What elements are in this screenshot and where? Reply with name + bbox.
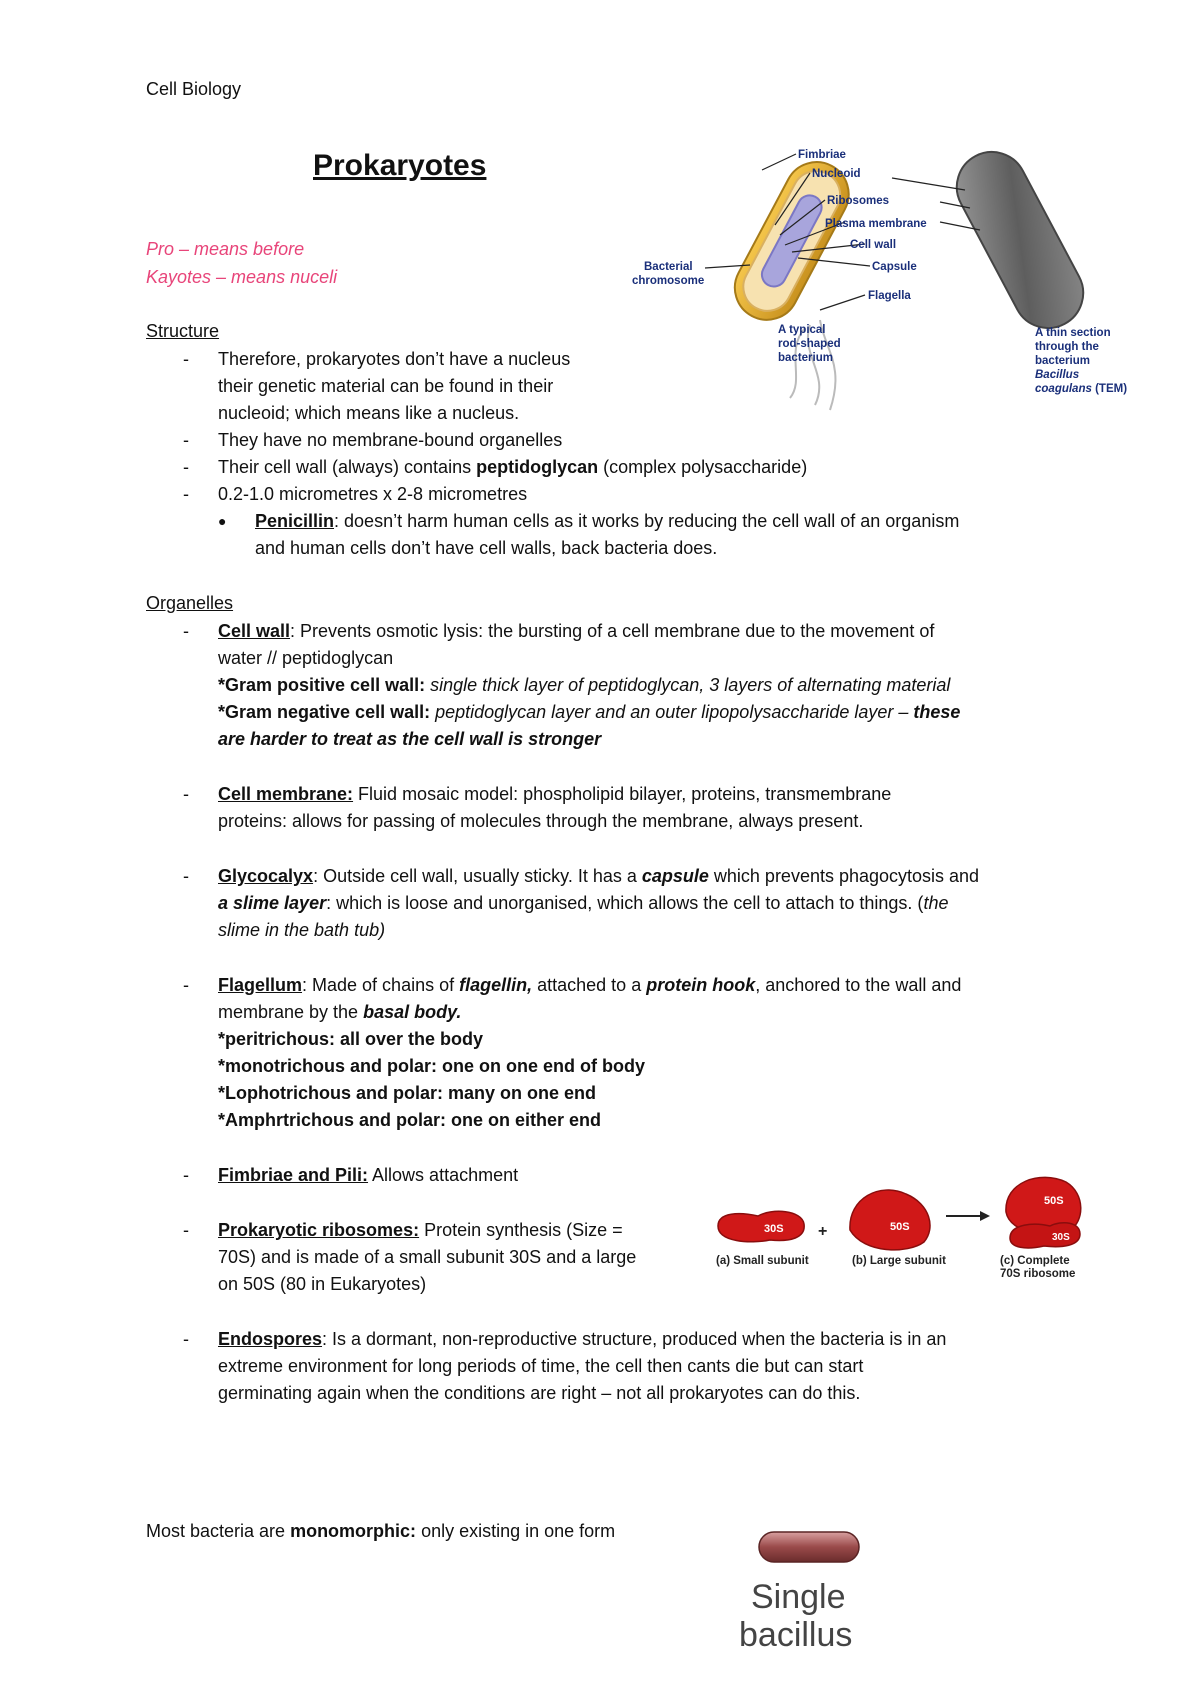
- endospores-line2: extreme environment for long periods of time, the cell then cants die but can start: [218, 1356, 864, 1376]
- structure-size: 0.2-1.0 micrometres x 2-8 micrometres: [218, 484, 528, 504]
- dash: -: [183, 349, 189, 369]
- structure-heading: Structure: [146, 321, 220, 341]
- flagellum-type: *peritrichous: all over the body: [218, 1029, 484, 1049]
- penicillin-line1: Penicillin: doesn’t harm human cells as it works by reducing the cell wall of an organism: [255, 511, 960, 531]
- large-subunit: [850, 1190, 930, 1250]
- small-subunit: [718, 1211, 804, 1241]
- bacillus-label-line2: bacillus: [739, 1616, 853, 1654]
- glycocalyx-line1: Glycocalyx: Outside cell wall, usually sticky. It has a capsule which prevents phagocytosis and: [218, 866, 980, 886]
- label-chromosome: chromosome: [632, 275, 705, 287]
- cell-membrane-line2: proteins: allows for passing of molecules through the membrane, always present.: [218, 811, 864, 831]
- label-thin-section: coagulans (TEM): [1035, 383, 1128, 395]
- monomorphic-line: Most bacteria are monomorphic: only existing in one form: [146, 1521, 616, 1541]
- ribosomes-line1: Prokaryotic ribosomes: Protein synthesis (Size =: [218, 1220, 623, 1240]
- flagellum-line1: Flagellum: Made of chains of flagellin, attached to a protein hook, anchored to the wall and: [218, 975, 962, 995]
- dash: -: [183, 1329, 189, 1349]
- caption-large-subunit: (b) Large subunit: [852, 1255, 946, 1267]
- dash: -: [183, 784, 189, 804]
- penicillin-line2: and human cells don’t have cell walls, back bacteria does.: [255, 538, 718, 558]
- svg-text:50S: 50S: [1044, 1195, 1064, 1207]
- cell-wall-line1: Cell wall: Prevents osmotic lysis: the bursting of a cell membrane due to the movement of: [218, 621, 935, 641]
- dash: -: [183, 621, 189, 641]
- bacterium-diagram: [632, 140, 1140, 425]
- label-typical: bacterium: [778, 352, 833, 364]
- complete-ribosome: [1006, 1177, 1081, 1248]
- etymology-kayotes: Kayotes – means nuceli: [146, 267, 338, 287]
- page-title: Prokaryotes: [313, 149, 487, 182]
- endospores-line1: Endospores: Is a dormant, non-reproductive structure, produced when the bacteria is in an: [218, 1329, 947, 1349]
- structure-cell-wall: Their cell wall (always) contains peptidoglycan (complex polysaccharide): [218, 457, 808, 477]
- dash: -: [183, 866, 189, 886]
- dash: -: [183, 484, 189, 504]
- bacillus-label-line1: Single: [751, 1578, 846, 1616]
- structure-nucleus-line1: Therefore, prokaryotes don’t have a nucleus: [218, 349, 571, 369]
- dash: -: [183, 975, 189, 995]
- tem-image: [944, 140, 1095, 341]
- cell-wall-line2: water // peptidoglycan: [218, 648, 394, 668]
- bacillus-cell: [759, 1532, 859, 1562]
- ribosomes-line3: on 50S (80 in Eukaryotes): [218, 1274, 427, 1294]
- ribosome-diagram: [710, 1168, 1080, 1280]
- flagellum-line2: membrane by the basal body.: [218, 1002, 462, 1022]
- flagellum-type: *Lophotrichous and polar: many on one end: [218, 1083, 597, 1103]
- dash: -: [183, 430, 189, 450]
- label-chromosome: Bacterial: [644, 261, 693, 273]
- gram-negative-line1: *Gram negative cell wall: peptidoglycan layer and an outer lipopolysaccharide layer – these: [218, 702, 961, 722]
- cell-membrane-line1: Cell membrane: Fluid mosaic model: phospholipid bilayer, proteins, transmembrane: [218, 784, 892, 804]
- caption-small-subunit: (a) Small subunit: [716, 1255, 809, 1267]
- label-typical: rod-shaped: [778, 338, 841, 350]
- flagellum-type: *Amphrtrichous and polar: one on either end: [218, 1110, 602, 1130]
- label-typical: A typical: [778, 324, 826, 336]
- label-plasma-membrane: Plasma membrane: [825, 218, 927, 230]
- caption-complete: 70S ribosome: [1000, 1268, 1076, 1280]
- dash: -: [183, 1220, 189, 1240]
- glycocalyx-line2: a slime layer: which is loose and unorganised, which allows the cell to attach to things. (the: [218, 893, 949, 913]
- ribosomes-line2: 70S) and is made of a small subunit 30S and a large: [218, 1247, 637, 1267]
- structure-nucleus-line2: their genetic material can be found in their: [218, 376, 554, 396]
- fimbriae-line: Fimbriae and Pili: Allows attachment: [218, 1165, 519, 1185]
- endospores-line3: germinating again when the conditions are right – not all prokaryotes can do this.: [218, 1383, 861, 1403]
- organelles-heading: Organelles: [146, 593, 234, 613]
- caption-complete: (c) Complete: [1000, 1255, 1070, 1267]
- glycocalyx-line3: slime in the bath tub): [218, 920, 386, 940]
- dash: -: [183, 1165, 189, 1185]
- label-thin-section: bacterium: [1035, 355, 1090, 367]
- bullet-icon: ●: [218, 513, 227, 529]
- gram-positive: *Gram positive cell wall: single thick layer of peptidoglycan, 3 layers of alternating material: [218, 675, 951, 695]
- svg-text:30S: 30S: [764, 1223, 784, 1235]
- label-flagella: Flagella: [868, 290, 911, 302]
- structure-organelles: They have no membrane-bound organelles: [218, 430, 563, 450]
- etymology-pro: Pro – means before: [146, 239, 305, 259]
- single-bacillus-diagram: [735, 1528, 895, 1658]
- plus-sign: +: [818, 1223, 828, 1240]
- gram-negative-line2: are harder to treat as the cell wall is stronger: [218, 729, 602, 749]
- label-capsule: Capsule: [872, 261, 917, 273]
- label-thin-section: Bacillus: [1035, 369, 1080, 381]
- arrow-icon: [946, 1211, 990, 1221]
- structure-nucleus-line3: nucleoid; which means like a nucleus.: [218, 403, 520, 423]
- label-cell-wall: Cell wall: [850, 239, 897, 251]
- flagellum-type: *monotrichous and polar: one on one end of body: [218, 1056, 645, 1076]
- label-thin-section: A thin section: [1035, 327, 1111, 339]
- page-header: Cell Biology: [146, 79, 242, 99]
- label-ribosomes: Ribosomes: [827, 195, 889, 207]
- label-fimbriae: Fimbriae: [798, 149, 846, 161]
- label-nucleoid: Nucleoid: [812, 168, 861, 180]
- svg-text:50S: 50S: [890, 1221, 910, 1233]
- svg-text:30S: 30S: [1052, 1232, 1070, 1243]
- dash: -: [183, 457, 189, 477]
- label-thin-section: through the: [1035, 341, 1099, 353]
